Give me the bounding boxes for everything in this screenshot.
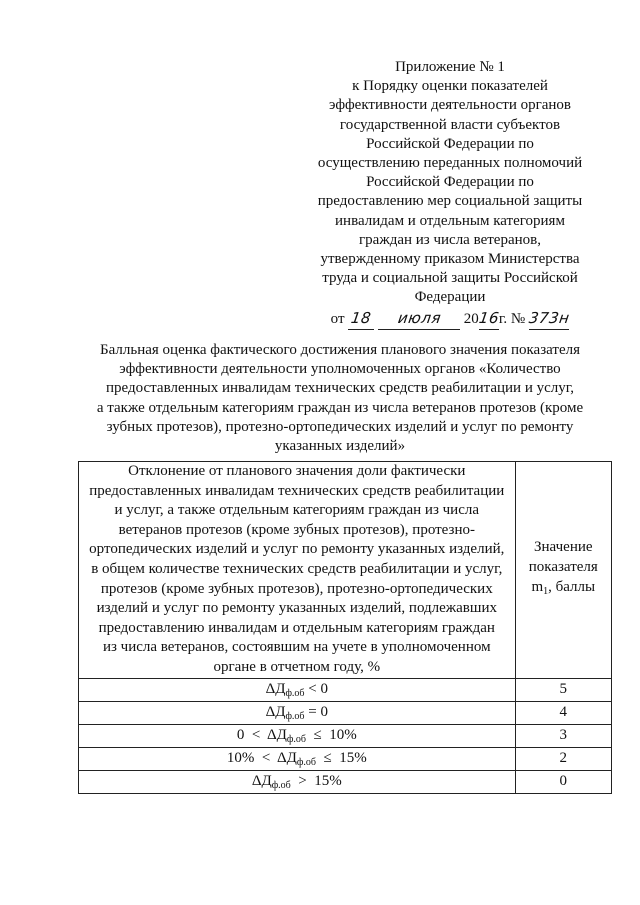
title-line: а также отдельным категориям граждан из числа ветеранов протезов (кроме: [96, 399, 584, 416]
condition-cell: [79, 747, 516, 770]
condition-cell: [79, 724, 516, 747]
header-line: изделий и услуг по ремонту указанных изделий, подлежавших: [96, 600, 497, 617]
score-symbol-sub: 1: [543, 585, 549, 597]
title-line: зубных протезов), протезно-ортопедических изделий и услуг по ремонту: [106, 418, 574, 435]
deviation-column-header: [79, 462, 516, 679]
header-line: Отклонение от планового значения доли фактически: [128, 463, 466, 479]
condition-post: ≤ 10%: [305, 726, 357, 743]
order-number: 373н: [527, 308, 571, 327]
document-title: [70, 341, 610, 456]
score-cell: 2: [515, 747, 611, 770]
date-month-field: [378, 309, 460, 330]
appendix-line: предоставлению мер социальной защиты: [317, 193, 583, 210]
condition-cell: [79, 770, 516, 793]
header-line: органе в отчетном году, %: [213, 658, 381, 675]
date-year-suffix: 16: [477, 308, 501, 327]
appendix-line: инвалидам и отдельным категориям: [335, 212, 565, 229]
delta-subscript: ф.об: [285, 687, 305, 699]
header-line: ветеранов протезов (кроме зубных протезов), протезно-: [118, 521, 475, 538]
header-line: в общем количестве технических средств реабилитации и услуг,: [91, 560, 503, 577]
condition-pre: 0 <: [236, 726, 267, 743]
score-cell: 3: [515, 724, 611, 747]
title-line: предоставленных инвалидам технических средств реабилитации и услуг,: [106, 380, 574, 397]
table-header-row: [79, 462, 612, 679]
table-row: [79, 701, 612, 724]
score-symbol: m: [531, 578, 544, 595]
order-number-field: [529, 309, 569, 330]
condition-cell: [79, 701, 516, 724]
delta-subscript: ф.об: [271, 779, 291, 791]
header-line: предоставлению инвалидам и отдельным категориям граждан: [98, 619, 495, 636]
header-line: протезов (кроме зубных протезов), протезно-ортопедических: [100, 580, 493, 597]
condition-post: < 0: [304, 680, 328, 697]
delta-symbol: ΔД: [265, 703, 286, 720]
score-table: [78, 461, 612, 794]
delta-symbol: ΔД: [277, 749, 297, 766]
appendix-line: осуществлению переданных полномочий: [317, 155, 583, 172]
condition-cell: [79, 678, 516, 701]
appendix-line: государственной власти субъектов: [339, 116, 561, 133]
score-column-header: [515, 462, 611, 679]
appendix-line: Приложение № 1: [395, 59, 505, 75]
score-cell: 0: [515, 770, 611, 793]
appendix-line: труда и социальной защиты Российской: [322, 270, 578, 287]
date-year-field: [479, 309, 499, 330]
date-year-prefix: 20: [463, 310, 479, 327]
title-line: эффективности деятельности уполномоченных органов «Количество: [119, 361, 561, 378]
appendix-line: Российской Федерации по: [366, 135, 534, 152]
score-header-line: показателя: [528, 558, 598, 575]
appendix-line: к Порядку оценки показателей: [352, 78, 548, 95]
delta-symbol: ΔД: [265, 680, 286, 697]
delta-symbol: ΔД: [251, 772, 272, 789]
delta-subscript: ф.об: [285, 710, 305, 722]
header-line: из числа ветеранов, состоявшим на учете в уполномоченном: [102, 639, 491, 656]
delta-symbol: ΔД: [267, 726, 287, 743]
title-line: Балльная оценка фактического достижения планового значения показателя: [100, 342, 580, 358]
condition-pre: 10% <: [226, 749, 277, 766]
score-header-line: Значение: [534, 539, 593, 556]
condition-post: ≤ 15%: [315, 749, 367, 766]
score-header-line: [516, 578, 611, 602]
appendix-line: утвержденному приказом Министерства: [320, 251, 580, 268]
header-line: ортопедических изделий и услуг по ремонту указанных изделий,: [89, 541, 505, 558]
appendix-line: Федерации: [414, 289, 486, 306]
score-unit: , баллы: [548, 578, 596, 595]
appendix-line: Российской Федерации по: [366, 174, 534, 191]
delta-subscript: ф.об: [296, 756, 316, 768]
table-row: [79, 678, 612, 701]
delta-subscript: ф.об: [286, 733, 306, 745]
table-row: [79, 747, 612, 770]
date-day: 18: [350, 308, 373, 327]
date-day-field: [348, 309, 374, 330]
table-row: [79, 770, 612, 793]
date-month: июля: [396, 308, 442, 327]
appendix-header: [300, 58, 600, 330]
score-cell: 4: [515, 701, 611, 724]
header-line: и услуг, а также отдельным категориям граждан из числа: [114, 502, 480, 519]
condition-post: > 15%: [290, 772, 342, 789]
header-line: предоставленных инвалидам технических средств реабилитации: [89, 482, 505, 499]
title-line: указанных изделий»: [274, 438, 406, 455]
score-cell: 5: [515, 678, 611, 701]
date-mid: г. №: [498, 310, 526, 327]
table-row: [79, 724, 612, 747]
appendix-line: эффективности деятельности органов: [328, 97, 572, 114]
order-date-line: [300, 309, 600, 330]
date-prefix: от: [330, 310, 345, 327]
appendix-line: граждан из числа ветеранов,: [359, 231, 541, 248]
condition-post: = 0: [304, 703, 328, 720]
